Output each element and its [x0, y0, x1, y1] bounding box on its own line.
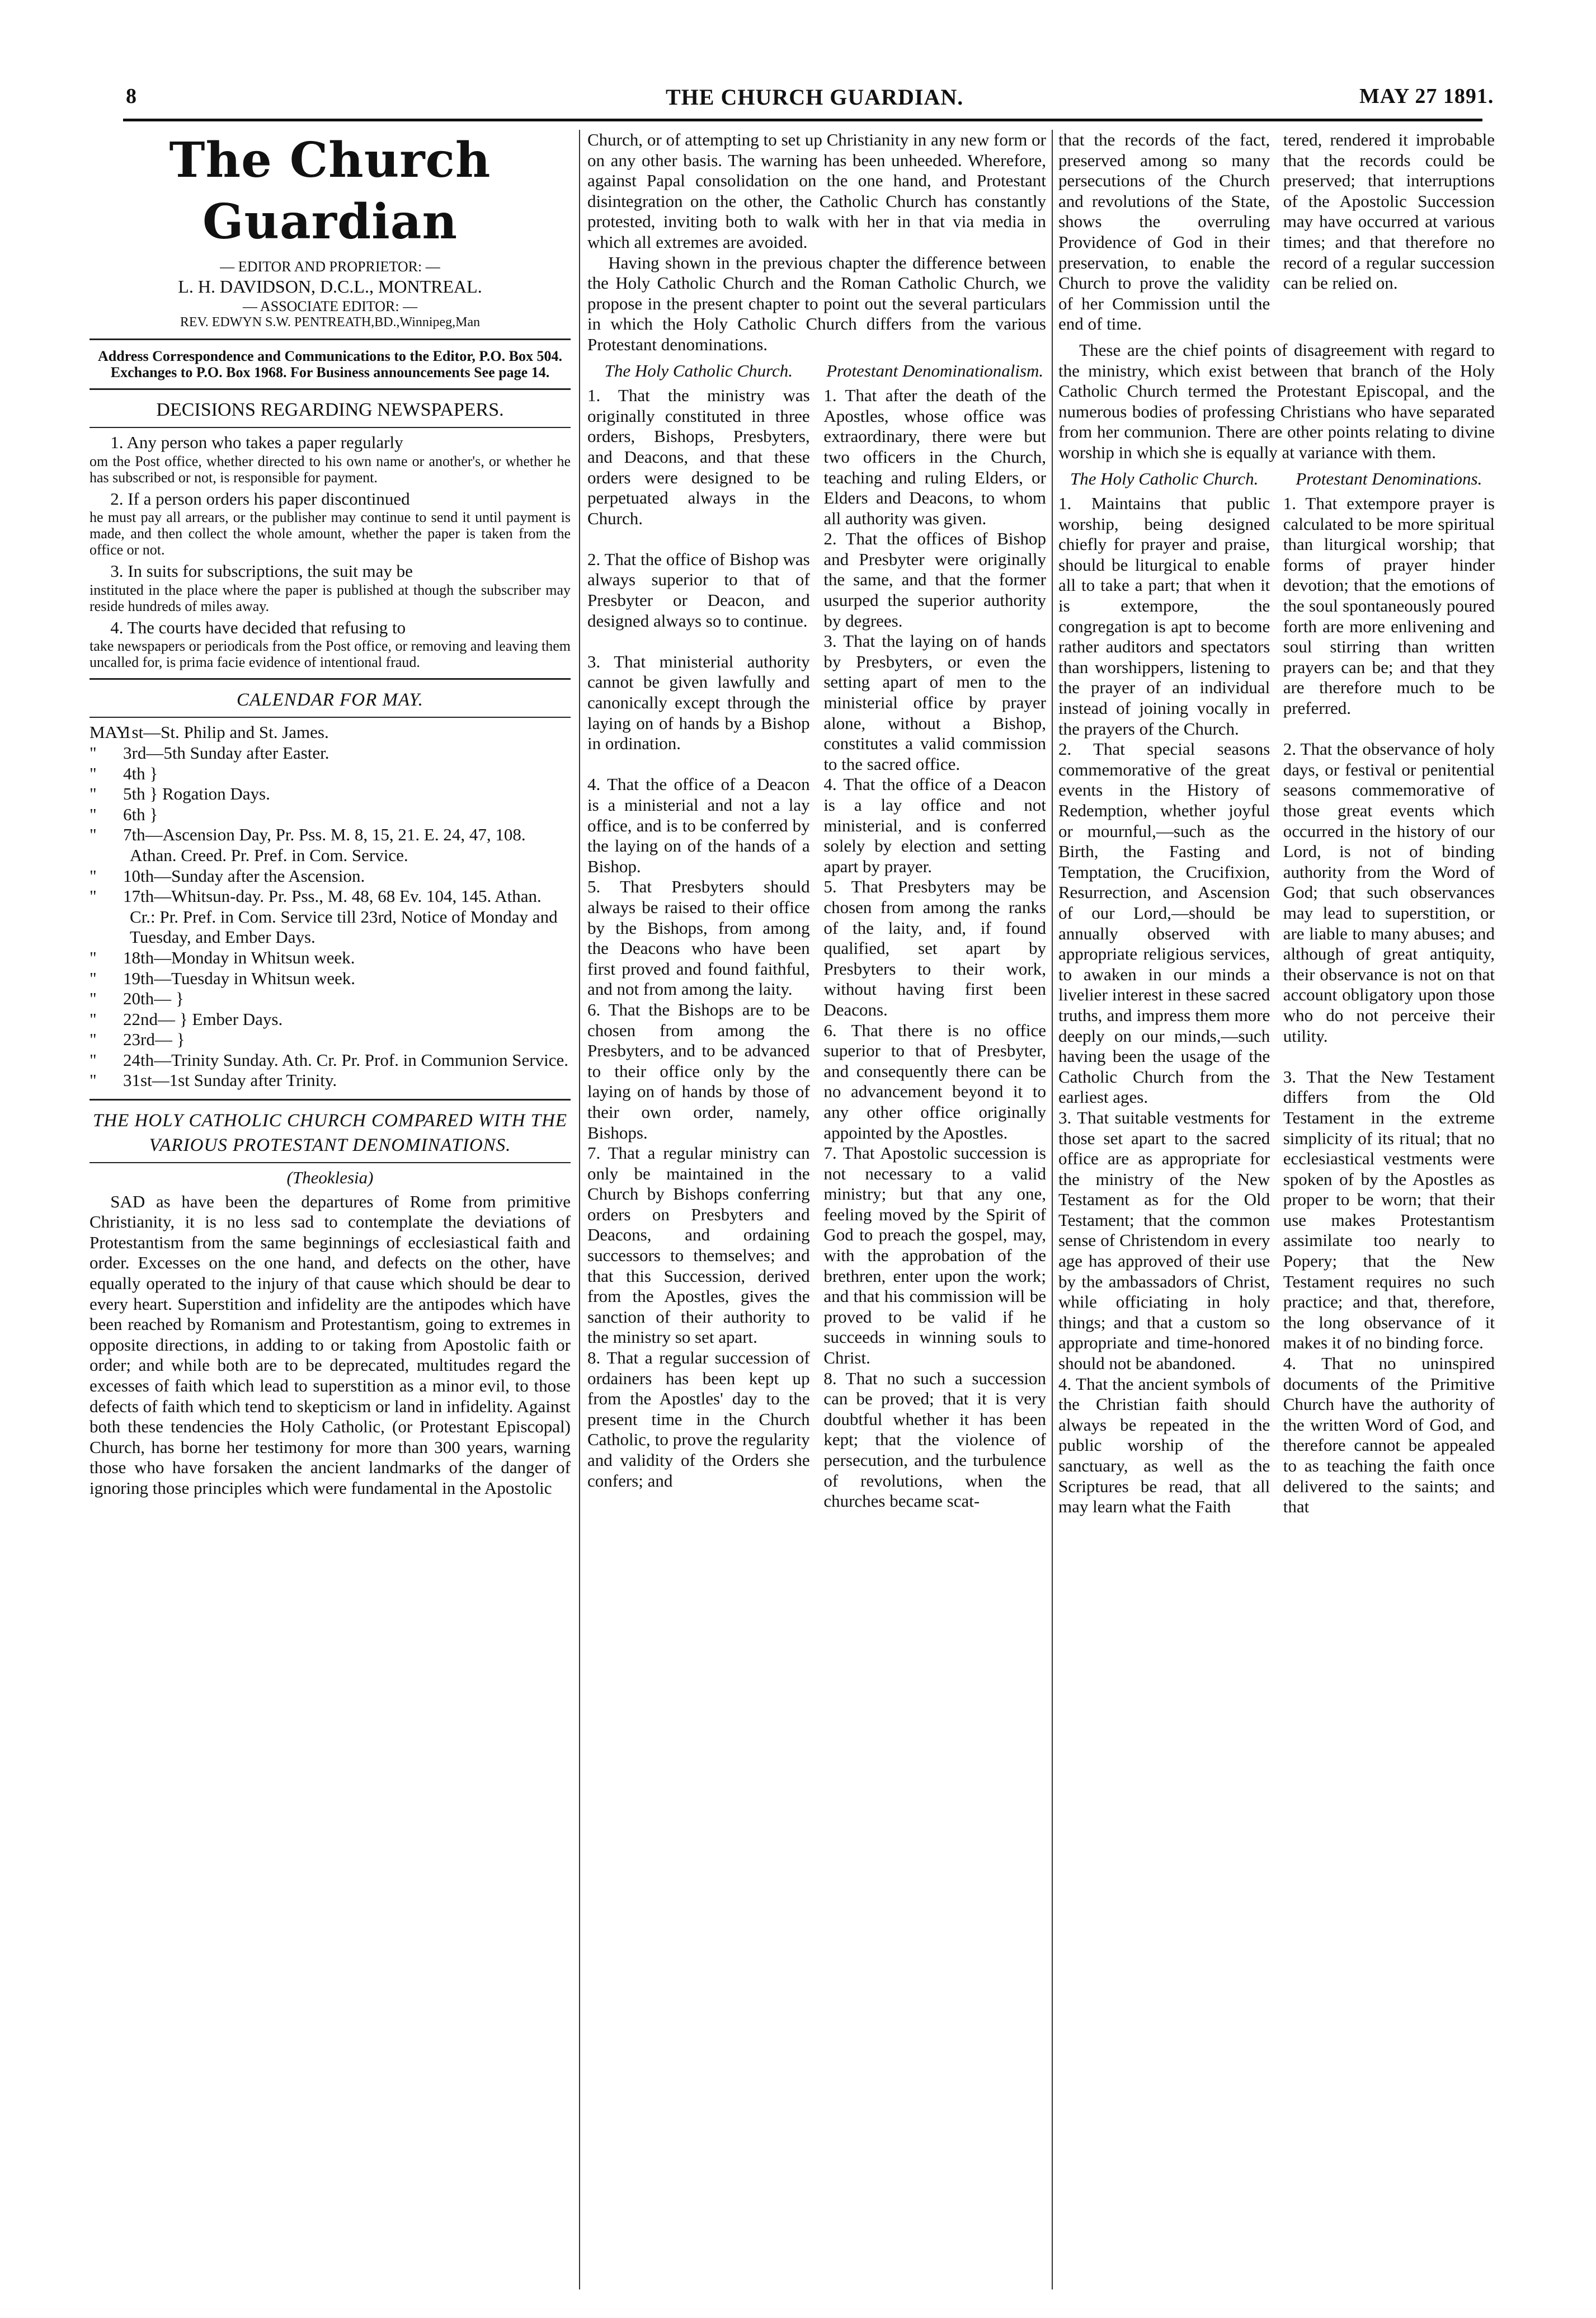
section-rule: [90, 1099, 571, 1101]
masthead-rule: [90, 338, 571, 340]
catholic-point: 2. That the office of Bishop was always superior to that of Presbyter or Deacon, and designed always so to continue.: [587, 549, 810, 631]
calendar-entry: 3rd—5th Sunday after Easter.: [123, 742, 329, 763]
editor-name: L. H. DAVIDSON, D.C.L., MONTREAL.: [178, 276, 482, 297]
editor-label: — EDITOR AND PROPRIETOR: —: [220, 258, 440, 275]
calendar-entry: 24th—Trinity Sunday. Ath. Cr. Pr. Prof. in Communion Service.: [123, 1050, 569, 1070]
article-paragraph: SAD as have been the departures of Rome from primitive Christianity, it is no less sad to contemplate the deviations of Protestantism from the same beginnings of ecclesiastical faith and order. Excesses on the one hand, and defects on the other, have equally operated to the injury of that cause which should be dear to every heart. Superstition and infidelity are the antipodes which have been reached by Romanism and Protestantism, going to extremes in opposite directions, in adding to or taking from Apostolic faith or order; and while both are to be deprecated, multitudes regard the excesses of faith which lead to superstition as a minor evil, to those defects of faith which tend to skepticism or land in infidelity. Against both these tendencies the Holy Catholic, (or Protestant Episcopal) Church, has borne her testimony for more than 300 years, warning those who have forsaken the ancient landmarks of the danger of ignoring those principles which were fundamental in the Apostolic: [90, 1191, 571, 1498]
calendar-month-mark: ": [90, 866, 97, 886]
calendar-row: [90, 825, 571, 866]
calendar-entry: 22nd— } Ember Days.: [123, 1009, 283, 1029]
protestant-point: 7. That Apostolic succession is not necessary to a valid ministry; but that any one, feeling moved by the Spirit of God to preach the gospel, may, with the approbation of the brethren, enter upon the work; and that his commission will be proved to be valid if he succeeds in winning souls to Christ.: [823, 1143, 1046, 1368]
associate-editor-name: REV. EDWYN S.W. PENTREATH,BD.,Winnipeg,Man: [180, 315, 481, 330]
calendar-row: [90, 805, 571, 825]
protestant-worship-column: [1283, 469, 1495, 1517]
protestant-point: 4. That the office of a Deacon is a lay office and not ministerial, and is conferred solely by election and setting apart by prayer.: [823, 774, 1046, 876]
section-rule: [90, 678, 571, 680]
calendar-month-mark: ": [90, 1050, 97, 1070]
comparison-table: [587, 361, 1046, 1512]
decision-item: [90, 489, 571, 558]
calendar-month-mark: ": [90, 1070, 97, 1090]
decisions-rule: [90, 427, 571, 428]
decision-lead: 1. Any person who takes a paper regularly: [110, 432, 403, 452]
catholic-point: that the records of the fact, preserved among so many persecutions of the Church and revolutions of the State, shows the overruling Providence of God in their preservation, to enable the Church to prove the validity of her Commission until the end of time.: [1058, 130, 1270, 334]
protestant-point: 1. That extempore prayer is calculated to be more spiritual than liturgical worship; that forms of prayer hinder devotion; that the emotions of the soul spontaneously poured forth are more enlivening and soul stirring than written prayers can be; and that they are therefore much to be preferred.: [1283, 493, 1495, 718]
article-paragraph: Church, or of attempting to set up Christianity in any new form or on any other basis. The warning has been unheeded. Wherefore, against Papal consolidation on the one hand, and Protestant disintegration on the other, the Catholic Church has constantly protested, inviting both to walk with her in that via media in which all extremes are avoided.: [587, 130, 1046, 252]
catholic-point: 4. That the office of a Deacon is a ministerial and not a lay office, and is to be conferred by the laying on of the hands of a Bishop.: [587, 774, 810, 876]
article-paragraph: These are the chief points of disagreement with regard to the ministry, which exist between that branch of the Holy Catholic Church termed the Protestant Episcopal, and the numerous bodies of professing Christians who have separated from her communion. There are other points relating to divine worship in which she is equally at variance with them.: [1058, 340, 1495, 462]
calendar-month-mark: ": [90, 804, 97, 824]
calendar-month-mark: ": [90, 968, 97, 988]
calendar-entry: 7th—Ascension Day, Pr. Pss. M. 8, 15, 21. E. 24, 47, 108. Athan. Creed. Pr. Pref. in Com. Service.: [123, 825, 526, 865]
calendar-row: [90, 784, 571, 805]
calendar-entry: 19th—Tuesday in Whitsun week.: [123, 968, 356, 988]
catholic-point: 8. That a regular succession of ordainers has been kept up from the Apostles' day to the present time in the Church Catholic, to prove the regularity and validity of the Orders she confers; and: [587, 1348, 810, 1491]
calendar-entry: 5th } Rogation Days.: [123, 784, 270, 804]
article-heading: THE HOLY CATHOLIC CHURCH COMPARED WITH THE VARIOUS PROTESTANT DENOMINATIONS.: [92, 1111, 568, 1156]
decision-item: [90, 618, 571, 671]
masthead-address: Address Correspondence and Communications to the Editor, P.O. Box 504. Exchanges to P.O. Box 1968. For Business announcements See page 14.: [98, 348, 562, 380]
calendar-entry: 6th }: [123, 804, 158, 824]
protestant-point: 3. That the New Testament differs from the Old Testament in the extreme simplicity of its ritual; that no ecclesiastical vestments were spoken of by the Apostles as proper to be worn; that their use makes Protestantism assimilate too nearly to Popery; that the New Testament requires no such practice; and that, therefore, the long observance of it makes it of no binding force.: [1283, 1066, 1495, 1353]
calendar-row: [90, 722, 571, 743]
catholic-point: 7. That a regular ministry can only be maintained in the Church by Bishops conferring orders on Presbyters and Deacons, and ordaining successors to themselves; and that this Succession, derived from the Apostles, gives the sanction of their authority to the ministry so set apart.: [587, 1143, 810, 1347]
calendar-entry: 23rd— }: [123, 1029, 185, 1050]
calendar-month-mark: ": [90, 989, 97, 1009]
decision-item: [90, 432, 571, 486]
calendar-entry: 31st—1st Sunday after Trinity.: [123, 1070, 337, 1090]
calendar-row: [90, 1050, 571, 1071]
calendar-heading: CALENDAR FOR MAY.: [237, 690, 423, 711]
calendar-month-mark: MAY: [90, 722, 129, 742]
article-rule: [90, 1162, 571, 1163]
protestant-point: 8. That no such a succession can be proved; that it is very doubtful whether it has been kept; that the violence of persecution, and the turbulence of revolutions, when the churches became scat-: [823, 1368, 1046, 1511]
catholic-worship-title: The Holy Catholic Church.: [1070, 468, 1259, 488]
column-2: [587, 130, 1046, 2289]
column-1: [90, 130, 571, 2289]
page-number: 8: [126, 84, 137, 108]
protestant-point: 2. That the observance of holy days, or festival or penitential seasons commemorative of those great events which occurred in the history of our Lord, is not of binding authority from the Word of God; that such observances may lead to superstition, or are liable to many abuses; and although of great antiquity, their observance is not on that account obligatory upon those who do not perceive their utility.: [1283, 739, 1495, 1046]
protestant-column: [823, 361, 1046, 1512]
calendar-month-mark: ": [90, 784, 97, 804]
catholic-point: 1. Maintains that public worship, being designed chiefly for prayer and praise, should be liturgical to enable all to take a part; that when it is extempore, the congregation is apt to become rather auditors and spectators than worshippers, listening to the prayer of an individual instead of joining vocally in the prayers of the Church.: [1058, 493, 1270, 739]
associate-editor-label: — ASSOCIATE EDITOR: —: [242, 298, 418, 314]
calendar-entry: 1st—St. Philip and St. James.: [123, 722, 329, 742]
decision-lead: 4. The courts have decided that refusing to: [110, 617, 406, 637]
masthead-title: The Church Guardian: [169, 132, 491, 250]
protestant-point: 2. That the offices of Bishop and Presbyter were originally the same, and that the former usurped the superior authority by degrees.: [823, 529, 1046, 631]
protestant-point: 5. That Presbyters may be chosen from among the ranks of the laity, and, if found qualified, set apart by Presbyters to their work, without having first been Deacons.: [823, 877, 1046, 1019]
worship-comparison-table: [1058, 469, 1495, 1517]
catholic-column-title: The Holy Catholic Church.: [604, 360, 793, 380]
calendar-row: [90, 866, 571, 887]
calendar-entry: 10th—Sunday after the Ascension.: [123, 866, 365, 886]
calendar-month-mark: ": [90, 742, 97, 763]
calendar-row: [90, 1029, 571, 1050]
calendar-month-mark: ": [90, 947, 97, 967]
section-rule: [90, 388, 571, 390]
protestant-point: 3. That the laying on of hands by Presbyters, or even the setting apart of men to the ministerial office by prayer alone, without a Bishop, constitutes a valid commission to the sacred office.: [823, 631, 1046, 774]
decision-text: he must pay all arrears, or the publisher may continue to send it until payment is made, and then collect the whole amount, whether the paper is taken from the office or not.: [90, 509, 571, 558]
catholic-point: 4. That the ancient symbols of the Christian faith should always be repeated in the public worship of the sanctuary, as well as the Scriptures be read, that all may learn what the Faith: [1058, 1374, 1270, 1517]
column-divider: [579, 130, 580, 2289]
calendar-row: [90, 886, 571, 948]
issue-date: MAY 27 1891.: [1359, 84, 1494, 108]
calendar-row: [90, 948, 571, 968]
calendar-list: [90, 722, 571, 1091]
catholic-worship-column: [1058, 469, 1270, 1517]
header-rule: [123, 119, 1482, 121]
decision-lead: 2. If a person orders his paper discontinued: [110, 488, 410, 509]
catholic-point: 3. That ministerial authority cannot be given lawfully and canonically except through the laying on of hands by a Bishop in ordination.: [587, 651, 810, 754]
decision-text: take newspapers or periodicals from the Post office, or removing and leaving them uncalled for, is prima facie evidence of intentional fraud.: [90, 638, 571, 671]
newspaper-running-title: THE CHURCH GUARDIAN.: [666, 84, 964, 110]
calendar-row: [90, 1009, 571, 1030]
calendar-rule: [90, 717, 571, 718]
protestant-point: 6. That there is no office superior to that of Presbyter, and consequently there can be no advancement beyond it to any other office originally appointed by the Apostles.: [823, 1020, 1046, 1142]
catholic-point: 1. That the ministry was originally constituted in three orders, Bishops, Presbyters, and Deacons, and that these orders were designed to be perpetuated always in the Church.: [587, 385, 810, 528]
calendar-row: [90, 989, 571, 1009]
protestant-point: tered, rendered it improbable that the records could be preserved; that interruptions of the Apostolic Succession may have occurred at various times; and that therefore no record of a regular succession can be relied on.: [1283, 130, 1495, 293]
calendar-row: [90, 764, 571, 784]
catholic-point: 2. That special seasons commemorative of the great events in the History of Redemption, whether joyful or mournful,—such as the Birth, the Fasting and Temptation, the Crucifixion, Resurrection, and Ascension of our Lord,—should be annually observed with appropriate religious services, to awaken in our minds a livelier interest in these sacred truths, and impress them more deeply on our minds,—such having been the usage of the Catholic Church from the earliest ages.: [1058, 739, 1270, 1107]
protestant-point: 1. That after the death of the Apostles, whose office was extraordinary, there were but two officers in the Church, teaching and ruling Elders, or Elders and Deacons, to whom all authority was given.: [823, 385, 1046, 528]
calendar-row: [90, 743, 571, 764]
calendar-month-mark: ": [90, 886, 97, 906]
article-paragraph: Having shown in the previous chapter the difference between the Holy Catholic Church and the Roman Catholic Church, we propose in the present chapter to point out the several particulars in which the Holy Catholic Church differs from the various Protestant denominations.: [587, 252, 1046, 354]
catholic-point: 3. That suitable vestments for those set apart to the sacred office are as appropriate for the ministry of the New Testament as for the Old Testament; that the common sense of Christendom in every age has approved of their use by the ambassadors of Christ, while officiating in holy things; and that a custom so appropriate and time-honored should not be abandoned.: [1058, 1107, 1270, 1374]
calendar-month-mark: ": [90, 1029, 97, 1050]
column-divider: [1052, 130, 1053, 2289]
decision-text: om the Post office, whether directed to his own name or another's, or whether he has subscribed or not, is responsible for payment.: [90, 453, 571, 486]
calendar-row: [90, 1070, 571, 1091]
decision-item: [90, 561, 571, 614]
article-byline: (Theoklesia): [286, 1168, 374, 1188]
decision-text: instituted in the place where the paper is published at though the subscriber may reside hundreds of miles away.: [90, 581, 571, 614]
calendar-entry: 18th—Monday in Whitsun week.: [123, 947, 355, 967]
catholic-point: 5. That Presbyters should always be raised to their office by the Bishops, from among the Deacons who have been first proved and found faithful, and not from among the laity.: [587, 877, 810, 999]
calendar-month-mark: ": [90, 825, 97, 845]
column-3: [1058, 130, 1495, 2289]
comparison-table-continued: [1058, 130, 1495, 335]
calendar-entry: 17th—Whitsun-day. Pr. Pss., M. 48, 68 Ev. 104, 145. Athan. Cr.: Pr. Pref. in Com. Service till 23rd, Notice of Monday and Tuesday, and Ember Days.: [123, 886, 558, 947]
calendar-entry: 4th }: [123, 763, 158, 783]
protestant-worship-title: Protestant Denominations.: [1296, 468, 1482, 488]
calendar-month-mark: ": [90, 1009, 97, 1029]
calendar-row: [90, 968, 571, 989]
decision-lead: 3. In suits for subscriptions, the suit may be: [110, 561, 413, 581]
calendar-month-mark: ": [90, 763, 97, 783]
decisions-heading: DECISIONS REGARDING NEWSPAPERS.: [156, 399, 504, 420]
calendar-entry: 20th— }: [123, 989, 184, 1009]
catholic-point: 6. That the Bishops are to be chosen from among the Presbyters, and to be advanced to their office only by the laying on of hands by those of their own order, namely, Bishops.: [587, 999, 810, 1142]
protestant-column-title: Protestant Denominationalism.: [826, 360, 1044, 380]
catholic-column: [587, 361, 810, 1512]
protestant-point: 4. That no uninspired documents of the Primitive Church have the authority of the written Word of God, and therefore cannot be appealed to as teaching the faith once delivered to the saints; and that: [1283, 1353, 1495, 1517]
